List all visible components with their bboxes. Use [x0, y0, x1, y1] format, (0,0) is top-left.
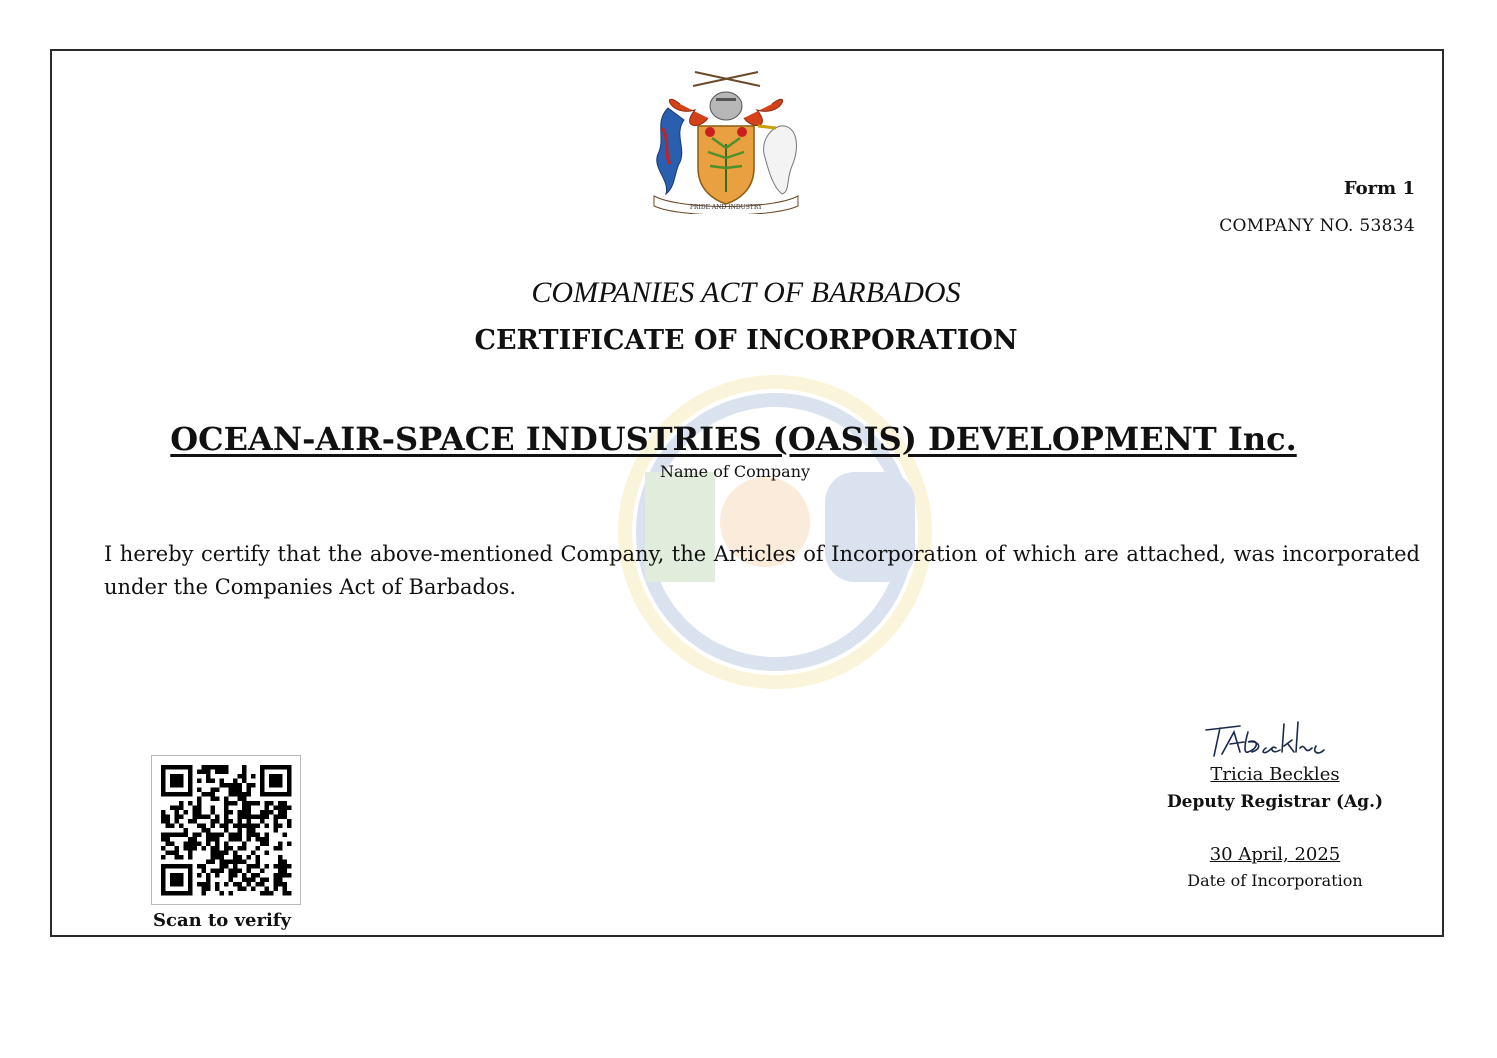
- scan-to-verify-label: Scan to verify: [153, 910, 291, 931]
- company-name: OCEAN-AIR-SPACE INDUSTRIES (OASIS) DEVELOPMENT Inc.: [170, 420, 1297, 458]
- act-title: COMPANIES ACT OF BARBADOS: [531, 276, 961, 309]
- certification-statement: I hereby certify that the above-mentioned Company, the Articles of Incorporation of which are attached, was incorporated under the Companies Act of Barbados.: [104, 542, 1420, 599]
- registrar-signature: [1200, 718, 1335, 764]
- registrar-name: Tricia Beckles: [1210, 764, 1340, 785]
- registrar-title: Deputy Registrar (Ag.): [1166, 792, 1384, 812]
- company-name-caption: Name of Company: [659, 462, 811, 481]
- coat-of-arms-emblem: [640, 68, 812, 214]
- company-number: COMPANY NO. 53834: [1219, 216, 1415, 236]
- incorporation-date: 30 April, 2025: [1209, 844, 1341, 865]
- certificate-title: CERTIFICATE OF INCORPORATION: [474, 325, 1018, 356]
- incorporation-date-caption: Date of Incorporation: [1187, 871, 1363, 890]
- qr-code-graphic: [152, 756, 300, 904]
- form-label: Form 1: [1343, 178, 1415, 199]
- motto-text: PRIDE AND INDUSTRY: [689, 204, 763, 211]
- verification-qr-code[interactable]: [151, 755, 301, 905]
